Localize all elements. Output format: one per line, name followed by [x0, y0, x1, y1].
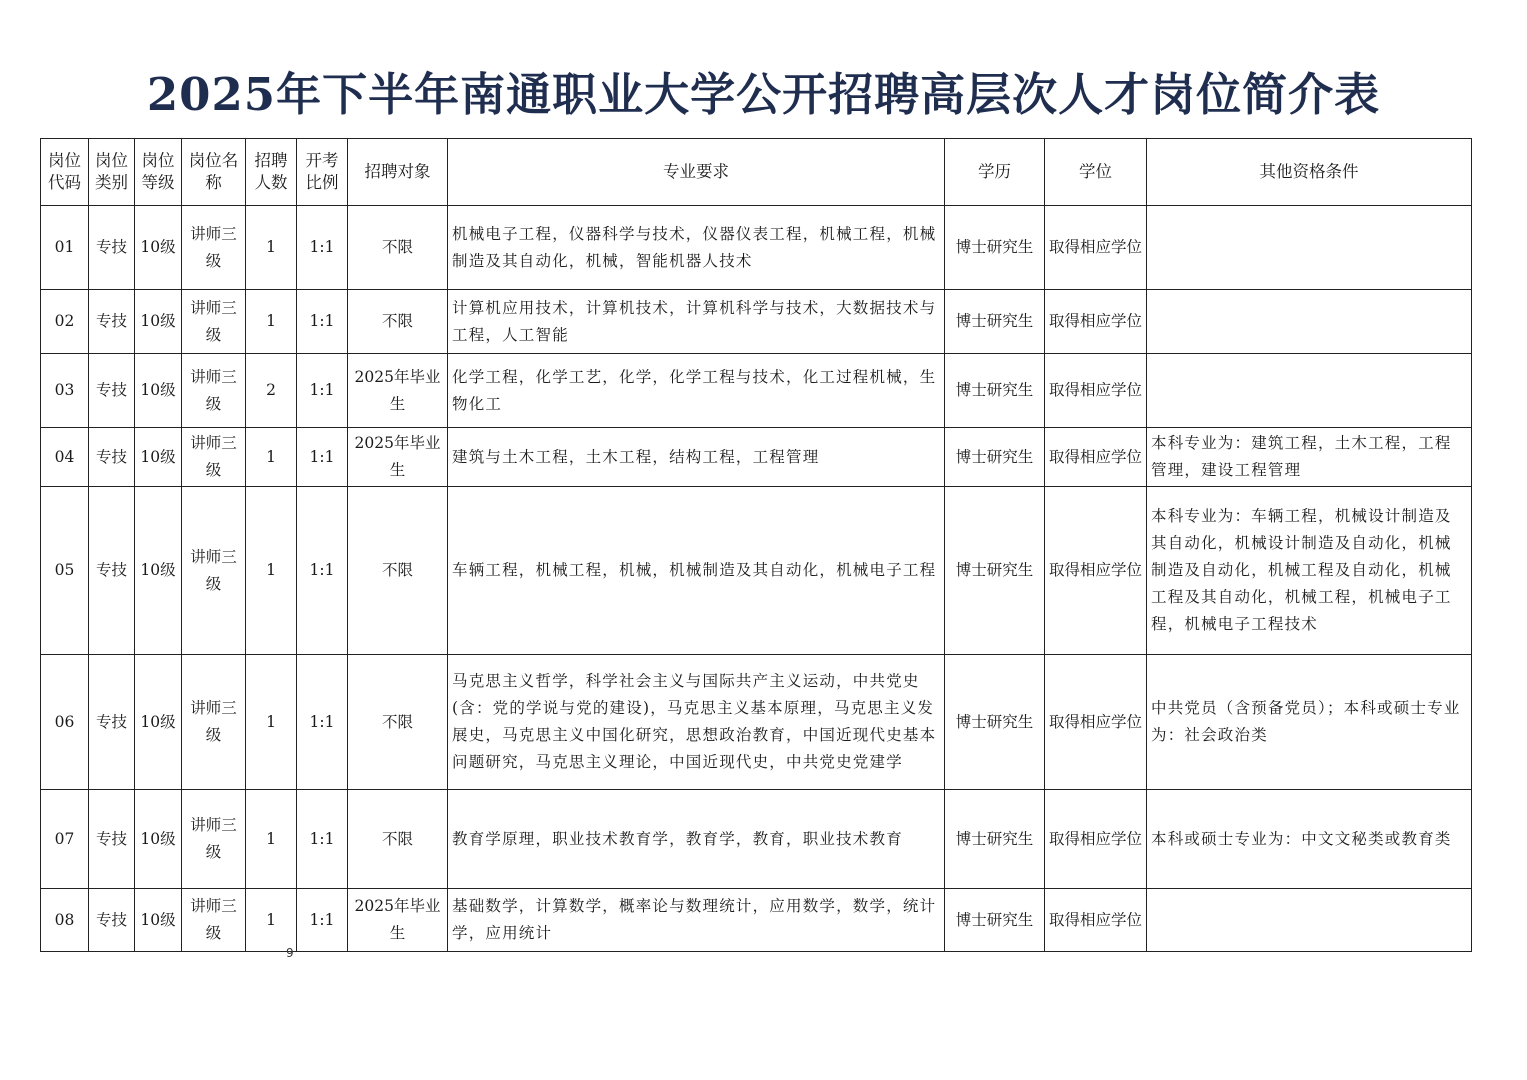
cell-position-code: 02 [41, 290, 89, 354]
header-recruit-count: 招聘人数 [246, 139, 297, 206]
cell-education: 博士研究生 [945, 655, 1045, 790]
cell-position-category: 专技 [89, 206, 135, 290]
cell-position-level: 10级 [135, 354, 182, 428]
cell-other-qualifications [1147, 290, 1472, 354]
cell-position-name: 讲师三级 [182, 889, 246, 952]
cell-exam-ratio: 1:1 [297, 655, 348, 790]
cell-major-requirement: 机械电子工程，仪器科学与技术，仪器仪表工程，机械工程，机械制造及其自动化，机械，智能机器人技术 [448, 206, 945, 290]
cell-position-level: 10级 [135, 655, 182, 790]
table-row [41, 354, 1472, 428]
cell-major-requirement: 马克思主义哲学，科学社会主义与国际共产主义运动，中共党史(含：党的学说与党的建设)，马克思主义基本原理，马克思主义发展史，马克思主义中国化研究，思想政治教育，中国近现代史基本问题研究，马克思主义理论，中国近现代史，中共党史党建学 [448, 655, 945, 790]
cell-education: 博士研究生 [945, 354, 1045, 428]
cell-recruit-count: 1 [246, 487, 297, 655]
cell-degree: 取得相应学位 [1045, 206, 1147, 290]
cell-exam-ratio: 1:1 [297, 889, 348, 952]
cell-other-qualifications: 本科或硕士专业为：中文文秘类或教育类 [1147, 790, 1472, 889]
cell-recruit-target: 不限 [348, 790, 448, 889]
cell-degree: 取得相应学位 [1045, 790, 1147, 889]
table-header-row [41, 139, 1472, 206]
cell-position-category: 专技 [89, 889, 135, 952]
cell-recruit-target: 不限 [348, 290, 448, 354]
cell-position-code: 06 [41, 655, 89, 790]
cell-degree: 取得相应学位 [1045, 655, 1147, 790]
cell-degree: 取得相应学位 [1045, 889, 1147, 952]
cell-major-requirement: 车辆工程，机械工程，机械，机械制造及其自动化，机械电子工程 [448, 487, 945, 655]
cell-other-qualifications: 中共党员（含预备党员）；本科或硕士专业为：社会政治类 [1147, 655, 1472, 790]
cell-recruit-count: 1 [246, 290, 297, 354]
cell-other-qualifications [1147, 206, 1472, 290]
table-row [41, 790, 1472, 889]
cell-education: 博士研究生 [945, 487, 1045, 655]
cell-other-qualifications [1147, 889, 1472, 952]
cell-major-requirement: 计算机应用技术，计算机技术，计算机科学与技术，大数据技术与工程，人工智能 [448, 290, 945, 354]
table-row [41, 487, 1472, 655]
cell-degree: 取得相应学位 [1045, 290, 1147, 354]
cell-recruit-target: 不限 [348, 206, 448, 290]
header-recruit-target: 招聘对象 [348, 139, 448, 206]
cell-recruit-target: 2025年毕业生 [348, 354, 448, 428]
header-position-level: 岗位等级 [135, 139, 182, 206]
cell-degree: 取得相应学位 [1045, 354, 1147, 428]
cell-position-category: 专技 [89, 354, 135, 428]
table-row [41, 206, 1472, 290]
cell-other-qualifications [1147, 354, 1472, 428]
cell-exam-ratio: 1:1 [297, 428, 348, 487]
header-position-name: 岗位名称 [182, 139, 246, 206]
cell-major-requirement: 基础数学，计算数学，概率论与数理统计，应用数学，数学，统计学，应用统计 [448, 889, 945, 952]
cell-education: 博士研究生 [945, 290, 1045, 354]
cell-recruit-count: 1 [246, 790, 297, 889]
cell-position-code: 01 [41, 206, 89, 290]
header-other-qualifications: 其他资格条件 [1147, 139, 1472, 206]
page-number: 9 [286, 946, 294, 960]
header-major-requirement: 专业要求 [448, 139, 945, 206]
cell-education: 博士研究生 [945, 428, 1045, 487]
cell-position-level: 10级 [135, 487, 182, 655]
cell-major-requirement: 化学工程，化学工艺，化学，化学工程与技术，化工过程机械，生物化工 [448, 354, 945, 428]
cell-education: 博士研究生 [945, 206, 1045, 290]
cell-position-code: 08 [41, 889, 89, 952]
cell-position-name: 讲师三级 [182, 354, 246, 428]
cell-position-category: 专技 [89, 790, 135, 889]
cell-position-level: 10级 [135, 428, 182, 487]
cell-other-qualifications: 本科专业为：车辆工程，机械设计制造及其自动化，机械设计制造及自动化，机械制造及自动化，机械工程及自动化，机械工程及其自动化，机械工程，机械电子工程，机械电子工程技术 [1147, 487, 1472, 655]
table-row [41, 290, 1472, 354]
cell-position-code: 07 [41, 790, 89, 889]
table-row [41, 428, 1472, 487]
cell-position-code: 03 [41, 354, 89, 428]
cell-exam-ratio: 1:1 [297, 487, 348, 655]
cell-position-level: 10级 [135, 889, 182, 952]
header-degree: 学位 [1045, 139, 1147, 206]
cell-recruit-target: 2025年毕业生 [348, 889, 448, 952]
cell-recruit-count: 1 [246, 206, 297, 290]
cell-position-name: 讲师三级 [182, 428, 246, 487]
header-position-category: 岗位类别 [89, 139, 135, 206]
positions-table [40, 138, 1472, 952]
cell-position-name: 讲师三级 [182, 790, 246, 889]
cell-position-name: 讲师三级 [182, 206, 246, 290]
cell-exam-ratio: 1:1 [297, 354, 348, 428]
cell-position-level: 10级 [135, 206, 182, 290]
cell-recruit-target: 2025年毕业生 [348, 428, 448, 487]
page-title: 2025年下半年南通职业大学公开招聘高层次人才岗位简介表 [146, 68, 1381, 121]
cell-position-category: 专技 [89, 487, 135, 655]
cell-position-level: 10级 [135, 790, 182, 889]
cell-recruit-target: 不限 [348, 655, 448, 790]
cell-degree: 取得相应学位 [1045, 428, 1147, 487]
header-education: 学历 [945, 139, 1045, 206]
cell-position-category: 专技 [89, 428, 135, 487]
header-position-code: 岗位代码 [41, 139, 89, 206]
cell-major-requirement: 教育学原理，职业技术教育学，教育学，教育，职业技术教育 [448, 790, 945, 889]
cell-position-code: 04 [41, 428, 89, 487]
cell-education: 博士研究生 [945, 790, 1045, 889]
cell-other-qualifications: 本科专业为：建筑工程，土木工程，工程管理，建设工程管理 [1147, 428, 1472, 487]
table-row [41, 655, 1472, 790]
cell-recruit-target: 不限 [348, 487, 448, 655]
cell-exam-ratio: 1:1 [297, 290, 348, 354]
cell-recruit-count: 2 [246, 354, 297, 428]
cell-position-level: 10级 [135, 290, 182, 354]
table-row [41, 889, 1472, 952]
cell-exam-ratio: 1:1 [297, 206, 348, 290]
cell-recruit-count: 1 [246, 655, 297, 790]
cell-education: 博士研究生 [945, 889, 1045, 952]
cell-position-category: 专技 [89, 655, 135, 790]
cell-degree: 取得相应学位 [1045, 487, 1147, 655]
cell-recruit-count: 1 [246, 428, 297, 487]
cell-position-name: 讲师三级 [182, 655, 246, 790]
cell-position-name: 讲师三级 [182, 290, 246, 354]
cell-recruit-count: 1 [246, 889, 297, 952]
cell-major-requirement: 建筑与土木工程，土木工程，结构工程，工程管理 [448, 428, 945, 487]
header-exam-ratio: 开考比例 [297, 139, 348, 206]
cell-position-code: 05 [41, 487, 89, 655]
cell-position-category: 专技 [89, 290, 135, 354]
cell-exam-ratio: 1:1 [297, 790, 348, 889]
cell-position-name: 讲师三级 [182, 487, 246, 655]
